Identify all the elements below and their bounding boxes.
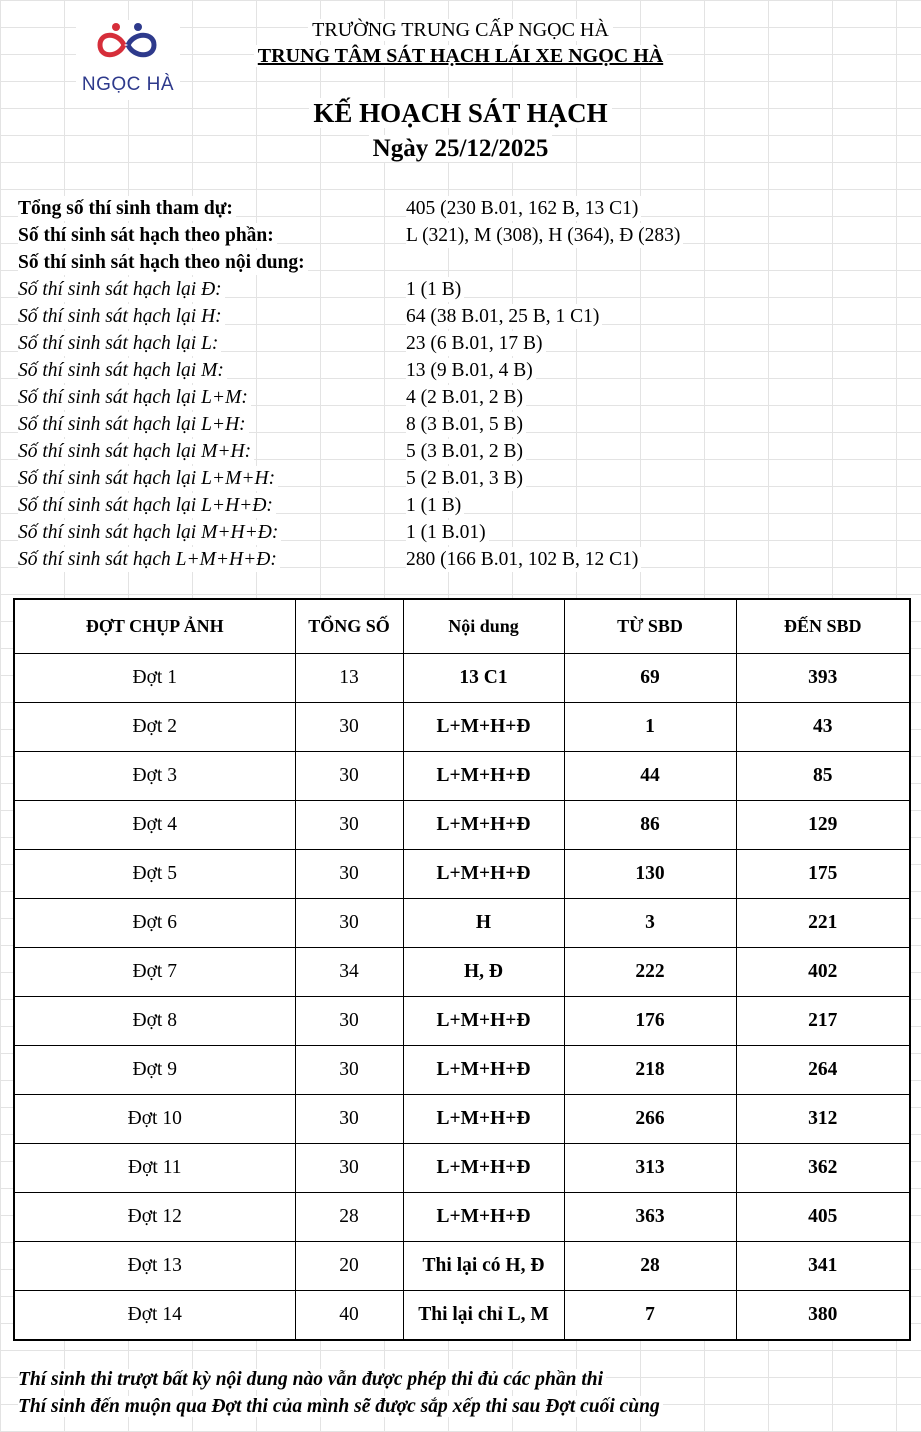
summary-label: Số thí sinh sát hạch L+M+H+Đ: xyxy=(18,547,280,572)
content-cell: L+M+H+Đ xyxy=(403,1193,564,1242)
content-cell: L+M+H+Đ xyxy=(403,752,564,801)
note-1: Thí sinh thi trượt bất kỳ nội dung nào vẫn được phép thi đủ các phần thi xyxy=(18,1366,663,1393)
summary-value: 1 (1 B) xyxy=(406,277,464,302)
table-row xyxy=(14,1242,910,1291)
batch-cell: Đợt 5 xyxy=(14,850,295,899)
summary-label: Số thí sinh sát hạch lại H: xyxy=(18,304,225,329)
summary-row xyxy=(0,385,921,412)
summary-value: 1 (1 B) xyxy=(406,493,464,518)
to-sbd-cell: 362 xyxy=(736,1144,910,1193)
batch-cell: Đợt 4 xyxy=(14,801,295,850)
content-cell: H xyxy=(403,899,564,948)
from-sbd-cell: 69 xyxy=(564,654,736,703)
table-row xyxy=(14,654,910,703)
summary-row xyxy=(0,277,921,304)
header-total: TỔNG SỐ xyxy=(295,599,403,654)
batch-cell: Đợt 2 xyxy=(14,703,295,752)
from-sbd-cell: 363 xyxy=(564,1193,736,1242)
summary-value: 64 (38 B.01, 25 B, 1 C1) xyxy=(406,304,602,329)
note-2: Thí sinh đến muộn qua Đợt thi của mình sẽ được sắp xếp thi sau Đợt cuối cùng xyxy=(18,1393,663,1420)
total-cell: 13 xyxy=(295,654,403,703)
summary-label: Tổng số thí sinh tham dự: xyxy=(18,196,236,221)
total-cell: 20 xyxy=(295,1242,403,1291)
to-sbd-cell: 341 xyxy=(736,1242,910,1291)
table-row xyxy=(14,1095,910,1144)
table-row xyxy=(14,948,910,997)
summary-label: Số thí sinh sát hạch lại L+H+Đ: xyxy=(18,493,276,518)
content-cell: L+M+H+Đ xyxy=(403,801,564,850)
header-batch: ĐỢT CHỤP ẢNH xyxy=(14,599,295,654)
total-cell: 30 xyxy=(295,1095,403,1144)
content-cell: L+M+H+Đ xyxy=(403,997,564,1046)
header-from-sbd: TỪ SBD xyxy=(564,599,736,654)
header-to-sbd: ĐẾN SBD xyxy=(736,599,910,654)
batch-cell: Đợt 13 xyxy=(14,1242,295,1291)
content-cell: L+M+H+Đ xyxy=(403,1046,564,1095)
summary-row xyxy=(0,547,921,574)
from-sbd-cell: 44 xyxy=(564,752,736,801)
from-sbd-cell: 1 xyxy=(564,703,736,752)
from-sbd-cell: 3 xyxy=(564,899,736,948)
summary-label: Số thí sinh sát hạch theo nội dung: xyxy=(18,250,308,275)
to-sbd-cell: 129 xyxy=(736,801,910,850)
summary-label: Số thí sinh sát hạch lại M+H+Đ: xyxy=(18,520,281,545)
from-sbd-cell: 86 xyxy=(564,801,736,850)
to-sbd-cell: 43 xyxy=(736,703,910,752)
summary-value: 23 (6 B.01, 17 B) xyxy=(406,331,546,356)
summary-value: 405 (230 B.01, 162 B, 13 C1) xyxy=(406,196,641,221)
total-cell: 30 xyxy=(295,752,403,801)
summary-label: Số thí sinh sát hạch lại L+M+H: xyxy=(18,466,278,491)
to-sbd-cell: 175 xyxy=(736,850,910,899)
summary-label: Số thí sinh sát hạch lại L: xyxy=(18,331,221,356)
to-sbd-cell: 264 xyxy=(736,1046,910,1095)
summary-row xyxy=(0,358,921,385)
table-row xyxy=(14,1291,910,1341)
from-sbd-cell: 130 xyxy=(564,850,736,899)
from-sbd-cell: 28 xyxy=(564,1242,736,1291)
summary-row xyxy=(0,304,921,331)
content-cell: Thi lại có H, Đ xyxy=(403,1242,564,1291)
page-title: KẾ HOẠCH SÁT HẠCH xyxy=(0,98,921,129)
summary-row xyxy=(0,466,921,493)
content-cell: H, Đ xyxy=(403,948,564,997)
summary-value: 13 (9 B.01, 4 B) xyxy=(406,358,536,383)
summary-row xyxy=(0,331,921,358)
to-sbd-cell: 393 xyxy=(736,654,910,703)
table-row xyxy=(14,752,910,801)
summary-row xyxy=(0,520,921,547)
total-cell: 28 xyxy=(295,1193,403,1242)
batch-cell: Đợt 14 xyxy=(14,1291,295,1341)
table-row xyxy=(14,1193,910,1242)
to-sbd-cell: 85 xyxy=(736,752,910,801)
from-sbd-cell: 313 xyxy=(564,1144,736,1193)
schedule-table xyxy=(13,598,911,1341)
batch-cell: Đợt 7 xyxy=(14,948,295,997)
from-sbd-cell: 7 xyxy=(564,1291,736,1341)
total-cell: 30 xyxy=(295,1144,403,1193)
content-cell: L+M+H+Đ xyxy=(403,1144,564,1193)
batch-cell: Đợt 1 xyxy=(14,654,295,703)
summary-value: 5 (3 B.01, 2 B) xyxy=(406,439,526,464)
total-cell: 30 xyxy=(295,850,403,899)
to-sbd-cell: 217 xyxy=(736,997,910,1046)
school-name: TRƯỜNG TRUNG CẤP NGỌC HÀ xyxy=(0,19,921,42)
table-row xyxy=(14,1046,910,1095)
batch-cell: Đợt 9 xyxy=(14,1046,295,1095)
total-cell: 30 xyxy=(295,899,403,948)
to-sbd-cell: 405 xyxy=(736,1193,910,1242)
content-cell: Thi lại chỉ L, M xyxy=(403,1291,564,1341)
table-row xyxy=(14,1144,910,1193)
to-sbd-cell: 312 xyxy=(736,1095,910,1144)
summary-value: 8 (3 B.01, 5 B) xyxy=(406,412,526,437)
batch-cell: Đợt 8 xyxy=(14,997,295,1046)
batch-cell: Đợt 3 xyxy=(14,752,295,801)
batch-cell: Đợt 6 xyxy=(14,899,295,948)
summary-label: Số thí sinh sát hạch lại M: xyxy=(18,358,227,383)
summary-label: Số thí sinh sát hạch lại L+M: xyxy=(18,385,251,410)
summary-label: Số thí sinh sát hạch lại L+H: xyxy=(18,412,249,437)
total-cell: 34 xyxy=(295,948,403,997)
table-row xyxy=(14,997,910,1046)
summary-value: 4 (2 B.01, 2 B) xyxy=(406,385,526,410)
summary-row xyxy=(0,196,921,223)
to-sbd-cell: 380 xyxy=(736,1291,910,1341)
from-sbd-cell: 266 xyxy=(564,1095,736,1144)
summary-label: Số thí sinh sát hạch lại M+H: xyxy=(18,439,254,464)
from-sbd-cell: 218 xyxy=(564,1046,736,1095)
table-row xyxy=(14,850,910,899)
total-cell: 30 xyxy=(295,703,403,752)
content-cell: 13 C1 xyxy=(403,654,564,703)
summary-row xyxy=(0,223,921,250)
notes xyxy=(18,1366,663,1420)
from-sbd-cell: 176 xyxy=(564,997,736,1046)
center-name: TRUNG TÂM SÁT HẠCH LÁI XE NGỌC HÀ xyxy=(0,45,921,68)
table-header-row xyxy=(14,599,910,654)
summary-label: Số thí sinh sát hạch lại Đ: xyxy=(18,277,225,302)
summary-row xyxy=(0,439,921,466)
batch-cell: Đợt 12 xyxy=(14,1193,295,1242)
to-sbd-cell: 221 xyxy=(736,899,910,948)
content-cell: L+M+H+Đ xyxy=(403,703,564,752)
content-cell: L+M+H+Đ xyxy=(403,1095,564,1144)
exam-date: Ngày 25/12/2025 xyxy=(0,135,921,163)
summary-value: L (321), M (308), H (364), Đ (283) xyxy=(406,223,683,248)
header-content: Nội dung xyxy=(403,599,564,654)
summary-value: 5 (2 B.01, 3 B) xyxy=(406,466,526,491)
summary-row xyxy=(0,250,921,277)
summary-row xyxy=(0,493,921,520)
batch-cell: Đợt 11 xyxy=(14,1144,295,1193)
table-row xyxy=(14,801,910,850)
total-cell: 40 xyxy=(295,1291,403,1341)
total-cell: 30 xyxy=(295,997,403,1046)
total-cell: 30 xyxy=(295,1046,403,1095)
summary-value: 1 (1 B.01) xyxy=(406,520,489,545)
logo-text: NGỌC HÀ xyxy=(81,74,175,95)
to-sbd-cell: 402 xyxy=(736,948,910,997)
batch-cell: Đợt 10 xyxy=(14,1095,295,1144)
from-sbd-cell: 222 xyxy=(564,948,736,997)
table-row xyxy=(14,703,910,752)
summary-label: Số thí sinh sát hạch theo phần: xyxy=(18,223,277,248)
total-cell: 30 xyxy=(295,801,403,850)
summary-row xyxy=(0,412,921,439)
summary-value: 280 (166 B.01, 102 B, 12 C1) xyxy=(406,547,641,572)
content-cell: L+M+H+Đ xyxy=(403,850,564,899)
table-row xyxy=(14,899,910,948)
